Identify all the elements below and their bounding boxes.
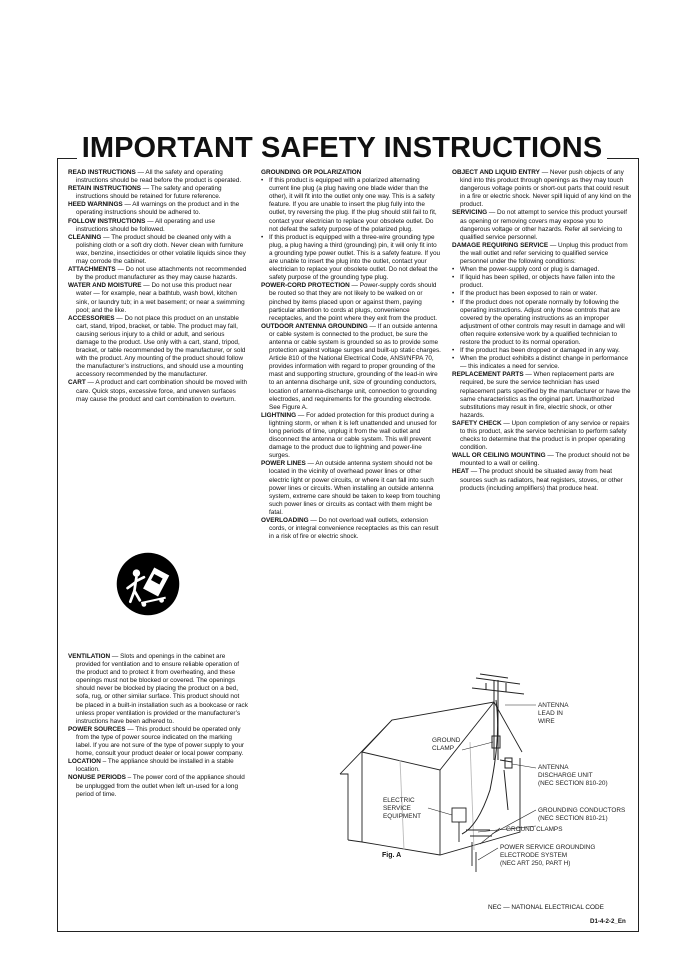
label-ground-clamps: GROUND CLAMPS [506,826,563,833]
damage-bullet-5: • If the product has been dropped or damaged in any way. [452,347,632,355]
col2-item-3-heading: LIGHTNING [261,411,297,419]
column-1 [68,169,248,404]
antenna-grounding-diagram [320,672,640,912]
column-3 [452,169,632,493]
grounding-heading-text: GROUNDING OR POLARIZATION [261,169,362,176]
grounding-heading [261,169,441,177]
damage-bullet-2: • If liquid has been spilled, or objects have fallen into the product. [452,274,632,290]
safety-item-8-heading: ACCESSORIES [68,314,115,322]
col3-item-b2: SAFETY CHECK — Upon completion of any service or repairs to this product, ask the service technician to perform safety checks to determine that the product is in proper operating condition. [452,419,630,452]
safety-item-1: READ INSTRUCTIONS — All the safety and operating instructions should be read before the product is operated. [68,169,242,185]
safety-item-3: HEED WARNINGS — All warnings on the product and in the operating instructions should be adhered to. [68,201,240,217]
safety-item-5-heading: CLEANING [68,233,102,241]
label-clamp-1: GROUND [432,737,461,744]
col3-item-b4: HEAT — The product should be situated away from heat sources such as radiators, heat registers, stoves, or other products (including amplifiers) that produce heat. [452,468,623,492]
col3-item-b1-heading: REPLACEMENT PARTS [452,371,524,379]
safety-item-1-heading: READ INSTRUCTIONS [68,169,136,176]
safety-item-3-heading: HEED WARNINGS [68,201,123,209]
col2-item-2-heading: OUTDOOR ANTENNA GROUNDING [261,322,368,330]
grounding-bullet-2: • If this product is equipped with a three-wire grounding type plug, a plug having a third (grounding) pin, it will only fit into a grounding type power outlet. This is a safety feature. If you are unable to insert the plug into the outlet, contact your electrician to replace your obsolete outlet. Do not defeat the safety purpose of the grounding type plug. [261,234,441,283]
col2-item-5: OVERLOADING — Do not overload wall outlets, extension cords, or integral convenience receptacles as this can result in a risk of fire or electric shock. [261,517,439,541]
safety-item-4: FOLLOW INSTRUCTIONS — All operating and use instructions should be followed. [68,217,216,233]
safety-item-b1-heading: VENTILATION [68,653,111,660]
col2-item-4-heading: POWER LINES [261,460,306,468]
safety-item-6: ATTACHMENTS — Do not use attachments not recommended by the product manufacturer as they may cause hazards. [68,266,247,282]
label-conductors-1: GROUNDING CONDUCTORS [538,807,626,814]
col3-item-1: OBJECT AND LIQUID ENTRY — Never push objects of any kind into this product through openings as they may touch dangerous voltage points or short-out parts that could result in a fire or electric shock. Never spill liquid of any kind on the product. [452,169,632,209]
col3-item-3-heading: DAMAGE REQUIRING SERVICE [452,241,549,249]
col2-item-4: POWER LINES — An outside antenna system should not be located in the vicinity of overhead power lines or other electric light or power circuits, or where it can fall into such power lines or circuits. When installing an outside antenna system, extreme care should be taken to keep from touching such power lines or circuits as contact with them might be fatal. [261,460,441,516]
column-2 [261,169,441,541]
label-antenna-3: WIRE [538,718,555,725]
safety-item-8: ACCESSORIES — Do not place this product on an unstable cart, stand, tripod, bracket, or table. The product may fall, causing serious injury to a child or adult, and serious damage to the product. Use only with a cart, stand, tripod, bracket, or table recommended by the manufacturer, or sold with the product. Any mounting of the product should follow the manufacturer’s instructions, and should use a mounting accessory recommended by the manufacturer. [68,314,246,379]
col2-item-3: LIGHTNING — For added protection for this product during a lightning storm, or when it is left unattended and unused for long periods of time, unplug it from the wall outlet and disconnect the antenna or cable system. This will prevent damage to the product due to lightning and power-line surges. [261,411,437,460]
damage-bullet-3: • If the product has been exposed to rain or water. [452,290,632,298]
label-equip-1: ELECTRIC [383,797,415,804]
label-antenna-1: ANTENNA [538,702,569,709]
col2-item-2: OUTDOOR ANTENNA GROUNDING — If an outside antenna or cable system is connected to the product, be sure the antenna or cable system is grounded so as to provide some protection against voltage surges and built-up static charges. Article 810 of the National Electrical Code, ANSI/NFPA 70, provides information with regard to proper grounding of the mast and supporting structure, grounding of the lead-in wire to an antenna discharge unit, size of grounding conductors, location of antenna-discharge unit, connection to grounding electrodes, and requirements for the grounding electrode. See Figure A. [261,322,441,411]
col3-item-b3-heading: WALL OR CEILING MOUNTING [452,452,546,460]
col3-item-3: DAMAGE REQUIRING SERVICE — Unplug this product from the wall outlet and refer servicing to qualified service personnel under the following conditions: [452,241,628,266]
page-title [0,128,684,168]
safety-item-b2: POWER SOURCES — This product should be operated only from the type of power source indicated on the marking label. If you are not sure of the type of power supply to your home, consult your product dealer or local power company. [68,725,245,758]
document-code: D1-4-2-2_En [590,918,626,925]
col3-item-2: SERVICING — Do not attempt to service this product yourself as opening or removing covers may expose you to dangerous voltage or other hazards. Refer all servicing to qualified service personnel. [452,209,627,241]
column-1-bottom [68,653,248,799]
label-conductors-2: (NEC SECTION 810-21) [538,815,608,822]
safety-item-b4-heading: NONUSE PERIODS [68,774,126,782]
col2-item-5-heading: OVERLOADING [261,517,309,525]
damage-bullet-4: • If the product does not operate normally by following the operating instructions. Adjust only those controls that are covered by the operating instructions as an improper adjustment of other controls may result in damage and will often require extensive work by a qualified technician to restore the product to its normal operation. [452,299,632,348]
safety-item-5: CLEANING — The product should be cleaned only with a polishing cloth or a soft dry cloth. Never clean with furniture wax, benzine, insecticides or other volatile liquids since they may corrode the cabinet. [68,233,246,266]
safety-item-4-heading: FOLLOW INSTRUCTIONS [68,217,146,225]
col3-item-2-heading: SERVICING [452,209,488,217]
col3-item-b2-heading: SAFETY CHECK [452,419,502,427]
label-clamp-2: CLAMP [432,745,455,752]
label-equip-2: SERVICE [383,805,411,812]
label-discharge-1: ANTENNA [538,764,569,771]
safety-item-b3-heading: LOCATION [68,758,101,766]
safety-item-b1: VENTILATION — Slots and openings in the cabinet are provided for ventilation and to ensure reliable operation of the product and to protect it from overheating, and these openings must not be blocked or covered. The openings should never be blocked by placing the product on a bed, sofa, rug, or other similar surface. This product should not be placed in a built-in installation such as a bookcase or rack unless proper ventilation is provided or the manufacturer’s instructions have been adhered to. [68,653,248,725]
safety-item-2-heading: RETAIN INSTRUCTIONS [68,185,142,193]
col3-item-b4-heading: HEAT [452,468,469,476]
safety-item-6-heading: ATTACHMENTS [68,266,116,274]
grounding-bullet-1: • If this product is equipped with a polarized alternating current line plug (a plug having one blade wider than the other), it will fit into the outlet only one way. This is a safety feature. If you are unable to insert the plug fully into the outlet, try reversing the plug. If the plug should still fail to fit, contact your electrician to replace your obsolete outlet. Do not defeat the safety purpose of the polarized plug. [261,177,441,234]
safety-item-2: RETAIN INSTRUCTIONS — The safety and operating instructions should be retained for future reference. [68,185,222,201]
nec-note: NEC — NATIONAL ELECTRICAL CODE [488,904,604,911]
label-electrode-1: POWER SERVICE GROUNDING [500,844,596,851]
label-antenna-2: LEAD IN [538,710,563,717]
safety-item-b2-heading: POWER SOURCES [68,725,126,733]
col2-item-1-heading: POWER-CORD PROTECTION [261,282,350,290]
label-discharge-3: (NEC SECTION 810-20) [538,780,608,787]
safety-item-b3: LOCATION – The appliance should be installed in a stable location. [68,758,234,774]
figure-caption: Fig. A [382,852,402,859]
damage-bullet-6: • When the product exhibits a distinct change in performance — this indicates a need for service. [452,355,632,371]
col3-item-b3: WALL OR CEILING MOUNTING — The product should not be mounted to a wall or ceiling. [452,452,630,468]
safety-item-9: CART — A product and cart combination should be moved with care. Quick stops, excessive force, and uneven surfaces may cause the product and cart combination to overturn. [68,379,248,403]
label-discharge-2: DISCHARGE UNIT [538,772,593,779]
cart-tip-over-warning-icon [114,550,182,618]
page-title-text: IMPORTANT SAFETY INSTRUCTIONS [77,132,608,164]
label-electrode-2: ELECTRODE SYSTEM [500,852,568,859]
safety-item-b4: NONUSE PERIODS – The power cord of the appliance should be unplugged from the outlet when left un-used for a long period of time. [68,774,245,798]
damage-bullet-1: • When the power-supply cord or plug is damaged. [452,266,632,274]
col3-item-1-heading: OBJECT AND LIQUID ENTRY [452,169,540,176]
col2-item-1: POWER-CORD PROTECTION — Power-supply cords should be routed so that they are not likely to be walked on or pinched by items placed upon or against them, paying particular attention to cords at plugs, convenience receptacles, and the point where they exit from the product. [261,282,438,322]
safety-item-9-heading: CART [68,379,86,387]
label-electrode-3: (NEC ART 250, PART H) [500,860,571,867]
col3-item-b1: REPLACEMENT PARTS — When replacement parts are required, be sure the service technician has used replacement parts specified by the manufacturer or have the same characteristics as the original part. Unauthorized substitutions may result in fire, electric shock, or other hazards. [452,371,631,419]
label-equip-3: EQUIPMENT [383,813,421,820]
safety-item-7: WATER AND MOISTURE — Do not use this product near water — for example, near a bathtub, wash bowl, kitchen sink, or laundry tub; in a wet basement; or near a swimming pool; and the like. [68,282,245,314]
safety-item-7-heading: WATER AND MOISTURE [68,282,142,290]
